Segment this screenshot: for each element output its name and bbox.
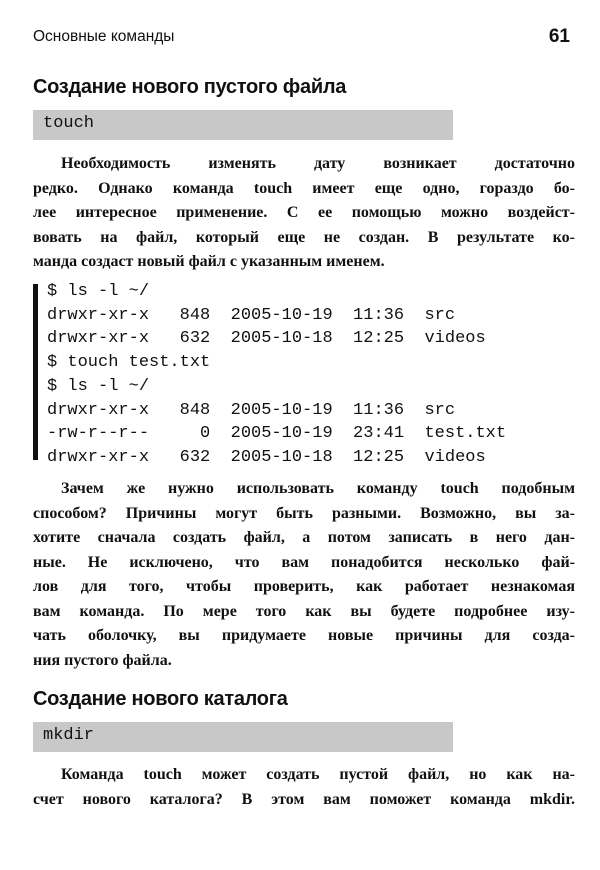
command-box-mkdir: mkdir: [33, 722, 453, 752]
text-line: хотите сначала создать файл, а потом записать в него дан-: [33, 529, 575, 546]
text-line: чать оболочку, вы придумаете новые причины для созда-: [33, 627, 575, 644]
code-line: -rw-r--r-- 0 2005-10-19 23:41 test.txt: [47, 424, 507, 444]
code-line: $ ls -l ~/: [47, 376, 150, 396]
text-line: Команда touch может создать пустой файл, но как на-: [61, 766, 575, 783]
code-line: $ touch test.txt: [47, 353, 211, 373]
command-box-touch: touch: [33, 110, 453, 140]
text-line: ные. Не исключено, что вам понадобится несколько фай-: [33, 553, 575, 571]
text-line: лее интересное применение. С ее помощью можно воздейст-: [33, 204, 575, 221]
code-line: drwxr-xr-x 632 2005-10-18 12:25 videos: [47, 447, 486, 467]
code-margin-bar: [33, 284, 38, 460]
paragraph-touch-intro: [33, 152, 575, 275]
code-line: drwxr-xr-x 848 2005-10-19 11:36 src: [47, 305, 456, 325]
text-line: ния пустого файла.: [33, 651, 172, 669]
text-line: манда создаст новый файл с указанным именем.: [33, 253, 385, 270]
text-line: редко. Однако команда touch имеет еще одно, гораздо бо-: [33, 179, 575, 197]
code-line: drwxr-xr-x 632 2005-10-18 12:25 videos: [47, 329, 486, 349]
paragraph-mkdir-intro: [33, 763, 575, 812]
running-header: Основные команды: [33, 28, 175, 45]
text-line: вам команда. По мере того как вы будете подробнее изу-: [33, 602, 575, 620]
text-line: лов для того, чтобы проверить, как работает незнакомая: [33, 578, 575, 595]
code-line: drwxr-xr-x 848 2005-10-19 11:36 src: [47, 400, 456, 420]
page-number: 61: [548, 26, 570, 47]
text-line: счет нового каталога? В этом вам поможет команда mkdir.: [33, 790, 575, 808]
text-line: вовать на файл, который еще не создан. В результате ко-: [33, 228, 575, 246]
section-title-mkdir: Создание нового каталога: [33, 688, 288, 710]
text-line: Зачем же нужно использовать команду touch подобным: [61, 480, 575, 497]
paragraph-touch-reasons: [33, 477, 575, 673]
code-example: [33, 280, 506, 470]
section-title-touch: Создание нового пустого файла: [33, 76, 347, 98]
text-line: Необходимость изменять дату возникает достаточно: [61, 155, 575, 172]
text-line: способом? Причины могут быть разными. Возможно, вы за-: [33, 504, 575, 522]
code-line: $ ls -l ~/: [47, 282, 150, 301]
